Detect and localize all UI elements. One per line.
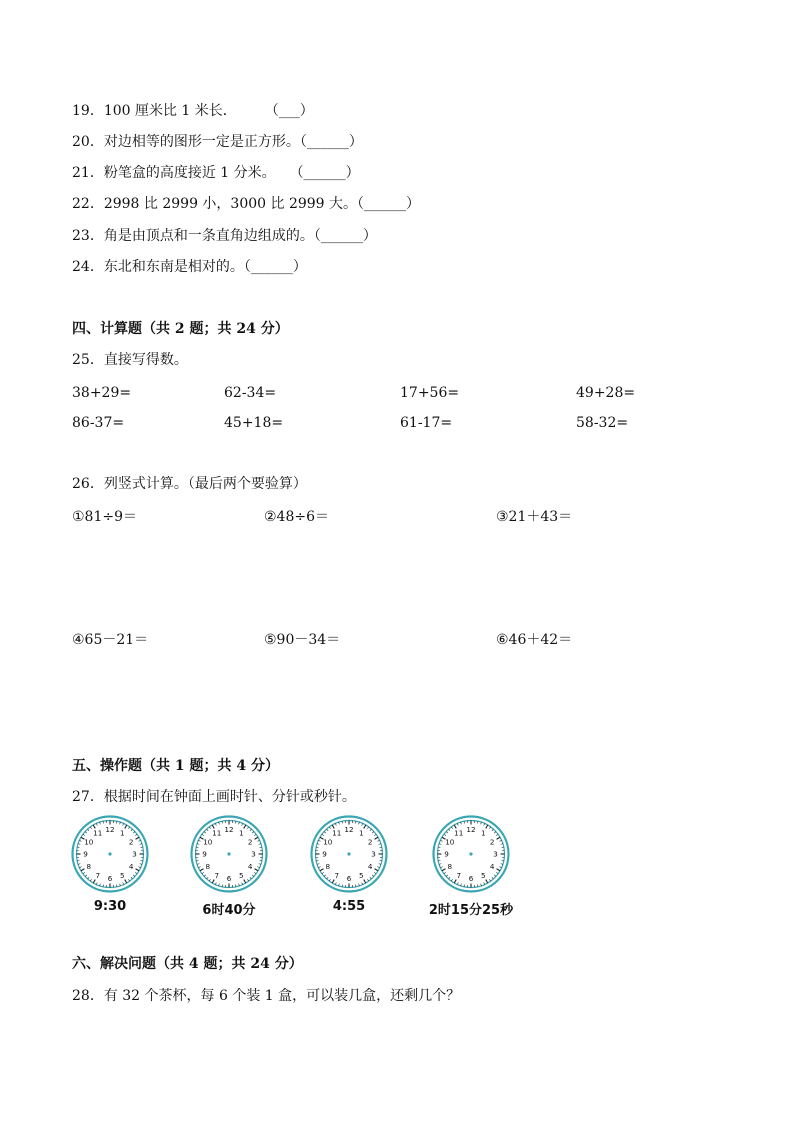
clock-tick [79,867,81,868]
clock-tick [486,825,488,828]
clock-tick [374,834,376,835]
vertical-calc-item: ①81÷9＝ [72,509,138,525]
clock-tick [364,880,366,883]
clock-number: 7 [95,870,101,880]
clock-number: 9 [322,849,327,859]
clock-tick [484,883,485,885]
clock-number: 2 [128,837,134,847]
clock-center-dot [469,852,472,855]
clock-tick [492,877,494,879]
clock-tick [457,823,458,825]
clock-tick [496,834,498,835]
clock-tick [209,879,210,881]
clock-tick [136,837,139,839]
clock-number: 12 [224,825,234,835]
calc-item: 45+18= [224,415,284,431]
clock-number: 4 [367,861,373,871]
clock-tick [85,832,87,834]
clock-tick [324,832,326,834]
clock-number: 6 [346,874,352,884]
clock-tick [200,869,203,871]
vertical-calc-item: ②48÷6＝ [264,509,330,525]
clock-tick [440,840,442,841]
clock-number: 10 [203,837,213,847]
clock-time-label: 4:55 [332,899,366,914]
clock-tick [451,827,452,829]
judge-item-22: 22．2998 比 2999 小，3000 比 2999 大。（______） [72,196,421,212]
question-26: 26．列竖式计算。（最后两个要验算） [72,476,307,492]
clock-number: 11 [212,828,222,838]
clock-number: 12 [344,825,354,835]
vertical-calc-item: ⑤90－34＝ [264,632,341,648]
clock-number: 9 [83,849,88,859]
clock-tick [212,880,214,883]
clock-number: 3 [371,849,376,859]
judge-item-24: 24．东北和东南是相对的。（______） [72,259,307,275]
clock-tick [364,825,366,828]
clock-center-dot [347,852,350,855]
clock-tick [207,877,209,879]
clock-face-1 [71,815,149,893]
clock-number: 3 [251,849,256,859]
clock-tick [242,823,243,825]
question-25: 25．直接写得数。 [72,352,188,368]
clock-tick [207,829,209,831]
clock-tick [318,840,320,841]
clock-tick [324,875,326,877]
clock-tick [449,877,451,879]
clock-number: 3 [493,849,498,859]
clock-number: 7 [456,870,462,880]
clock-tick [444,872,446,873]
clock-tick [252,832,254,834]
clock-number: 6 [468,874,474,884]
clock-face-2 [190,815,268,893]
clock-tick [370,829,372,831]
clock-tick [378,867,380,868]
question-27: 27．根据时间在钟面上画时针、分针或秒针。 [72,789,356,805]
clock-time-label: 2时15分25秒 [428,903,514,918]
clock-tick [125,880,127,883]
clock-tick [93,880,95,883]
clock-tick [250,877,252,879]
clock-tick [500,867,502,868]
clock-number: 6 [226,874,232,884]
clock-tick [449,829,451,831]
judge-item-20: 20．对边相等的图形一定是正方形。（______） [72,134,363,150]
clock-tick [133,875,135,877]
clock-tick [457,883,458,885]
judge-item-19: 19．100 厘米比 1 米长． （___） [72,103,314,119]
clock-tick [370,877,372,879]
clock-tick [497,869,500,871]
clock-tick [327,829,329,831]
clock-tick [215,823,216,825]
clock-number: 5 [119,870,125,880]
vertical-calc-item: ⑥46＋42＝ [496,632,573,648]
clock-tick [247,827,248,829]
clock-tick [81,869,84,871]
clock-tick [252,875,254,877]
clock-tick [244,880,246,883]
clock-tick [254,834,256,835]
clock-tick [484,823,485,825]
clock-number: 8 [86,861,92,871]
clock-tick [202,834,204,835]
clock-tick [215,883,216,885]
clock-tick [367,879,368,881]
clock-tick [497,837,500,839]
clock-tick [375,837,378,839]
clock-tick [362,883,363,885]
clock-tick [128,827,129,829]
clock-time-label: 6时40分 [202,903,256,918]
clock-number: 8 [447,861,453,871]
clock-tick [96,823,97,825]
clock-number: 8 [205,861,211,871]
calc-item: 86-37= [72,415,125,431]
clock-number: 8 [325,861,331,871]
clock-tick [139,867,141,868]
vertical-calc-item: ④65－21＝ [72,632,149,648]
clock-tick [362,823,363,825]
clock-tick [378,840,380,841]
clock-tick [489,879,490,881]
clock-number: 2 [247,837,253,847]
clock-tick [209,827,210,829]
clock-tick [88,877,90,879]
clock-tick [454,880,456,883]
clock-tick [90,879,91,881]
calc-item: 61-17= [400,415,453,431]
calc-item: 62-34= [224,385,277,401]
section-title-problem-solving: 六、解决问题（共 4 题；共 24 分） [72,956,303,972]
clock-tick [367,827,368,829]
clock-tick [123,883,124,885]
clock-number: 3 [132,849,137,859]
clock-tick [500,840,502,841]
clock-number: 5 [480,870,486,880]
clock-time-label: 9:30 [93,899,127,914]
clock-number: 5 [238,870,244,880]
clock-tick [96,883,97,885]
clock-center-dot [108,852,111,855]
clock-tick [242,883,243,885]
clock-number: 10 [323,837,333,847]
clock-number: 9 [444,849,449,859]
clock-tick [446,875,448,877]
section-title-calc: 四、计算题（共 2 题；共 24 分） [72,321,289,337]
clock-tick [492,829,494,831]
clock-tick [494,875,496,877]
question-28: 28．有 32 个茶杯，每 6 个装 1 盒，可以装几盒，还剩几个？ [72,988,461,1004]
clock-number: 2 [489,837,495,847]
section-title-operation: 五、操作题（共 1 题；共 4 分） [72,758,279,774]
clock-number: 9 [202,849,207,859]
clock-tick [198,867,200,868]
clock-tick [254,872,256,873]
clock-tick [204,832,206,834]
clock-tick [258,840,260,841]
clock-number: 4 [128,861,134,871]
clock-face-4 [432,815,510,893]
clock-tick [90,827,91,829]
clock-tick [133,832,135,834]
calc-item: 58-32= [576,415,629,431]
calc-item: 38+29= [72,385,132,401]
clock-tick [451,879,452,881]
clock-tick [440,867,442,868]
clock-tick [494,832,496,834]
clock-tick [329,879,330,881]
clock-tick [247,879,248,881]
clock-tick [318,867,320,868]
clock-tick [244,825,246,828]
clock-number: 7 [214,870,220,880]
clock-tick [135,872,137,873]
clock-tick [327,877,329,879]
clock-tick [255,869,258,871]
clock-number: 5 [358,870,364,880]
clock-tick [374,872,376,873]
clock-number: 12 [105,825,115,835]
clock-tick [258,867,260,868]
clock-tick [442,869,445,871]
clock-tick [198,840,200,841]
clock-number: 1 [119,828,125,838]
clock-tick [320,869,323,871]
clock-tick [131,877,133,879]
clock-number: 4 [489,861,495,871]
clock-tick [375,869,378,871]
clock-tick [139,840,141,841]
clock-tick [255,837,258,839]
clock-tick [335,823,336,825]
clock-face-3 [310,815,388,893]
clock-number: 12 [466,825,476,835]
clock-tick [322,872,324,873]
clock-tick [332,880,334,883]
clock-tick [322,834,324,835]
clock-number: 1 [480,828,486,838]
clock-number: 6 [107,874,113,884]
clock-number: 11 [93,828,103,838]
calc-item: 17+56= [400,385,460,401]
clock-tick [128,879,129,881]
clock-tick [131,829,133,831]
clock-number: 1 [358,828,364,838]
clock-tick [204,875,206,877]
clock-number: 10 [445,837,455,847]
clock-number: 1 [238,828,244,838]
judge-item-21: 21．粉笔盒的高度接近 1 分米。 （______） [72,165,360,181]
clock-tick [496,872,498,873]
clock-tick [489,827,490,829]
clock-tick [83,872,85,873]
judge-item-23: 23．角是由顶点和一条直角边组成的。（______） [72,228,377,244]
clock-tick [446,832,448,834]
clock-number: 11 [454,828,464,838]
clock-number: 2 [367,837,373,847]
clock-tick [135,834,137,835]
clock-number: 10 [84,837,94,847]
clock-tick [83,834,85,835]
clock-tick [79,840,81,841]
clock-tick [372,875,374,877]
clock-tick [88,829,90,831]
clock-tick [372,832,374,834]
clock-tick [335,883,336,885]
clock-tick [444,834,446,835]
clock-tick [123,823,124,825]
clock-number: 4 [247,861,253,871]
clock-tick [125,825,127,828]
clock-tick [486,880,488,883]
clock-tick [85,875,87,877]
calc-item: 49+28= [576,385,636,401]
clock-tick [136,869,139,871]
clock-center-dot [227,852,230,855]
clock-tick [202,872,204,873]
clock-tick [250,829,252,831]
vertical-calc-item: ③21＋43＝ [496,509,573,525]
clock-tick [329,827,330,829]
clock-number: 7 [334,870,340,880]
clock-number: 11 [332,828,342,838]
